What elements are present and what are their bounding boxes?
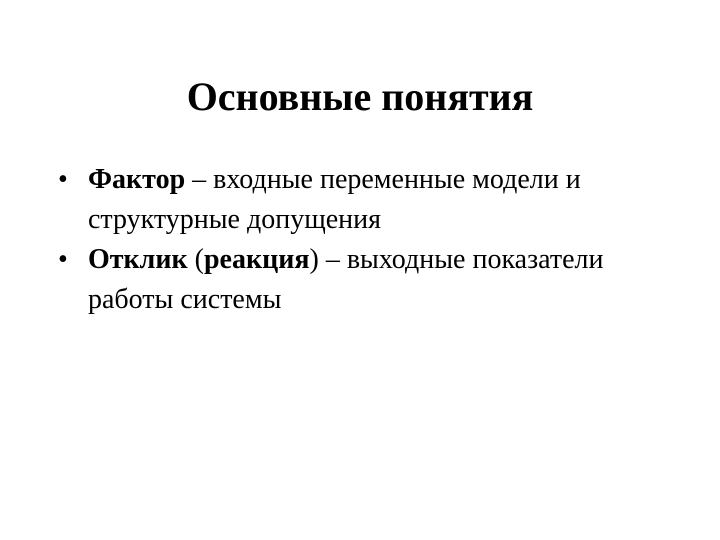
- definition-response: ) – выходные показатели работы системы: [88, 244, 604, 315]
- bullet-marker: •: [58, 164, 68, 195]
- term-reaction: реакция: [203, 244, 310, 275]
- bullet-list: [52, 160, 672, 320]
- bullet-factor: [52, 160, 672, 240]
- bullet-response: [52, 240, 672, 320]
- paren-open: (: [187, 244, 204, 275]
- term-factor: Фактор: [88, 164, 186, 195]
- bullet-marker: •: [58, 244, 68, 275]
- definition-factor: – входные переменные модели и структурные допущения: [88, 164, 581, 235]
- slide-title: Основные понятия: [186, 74, 534, 119]
- term-response: Отклик: [88, 244, 188, 275]
